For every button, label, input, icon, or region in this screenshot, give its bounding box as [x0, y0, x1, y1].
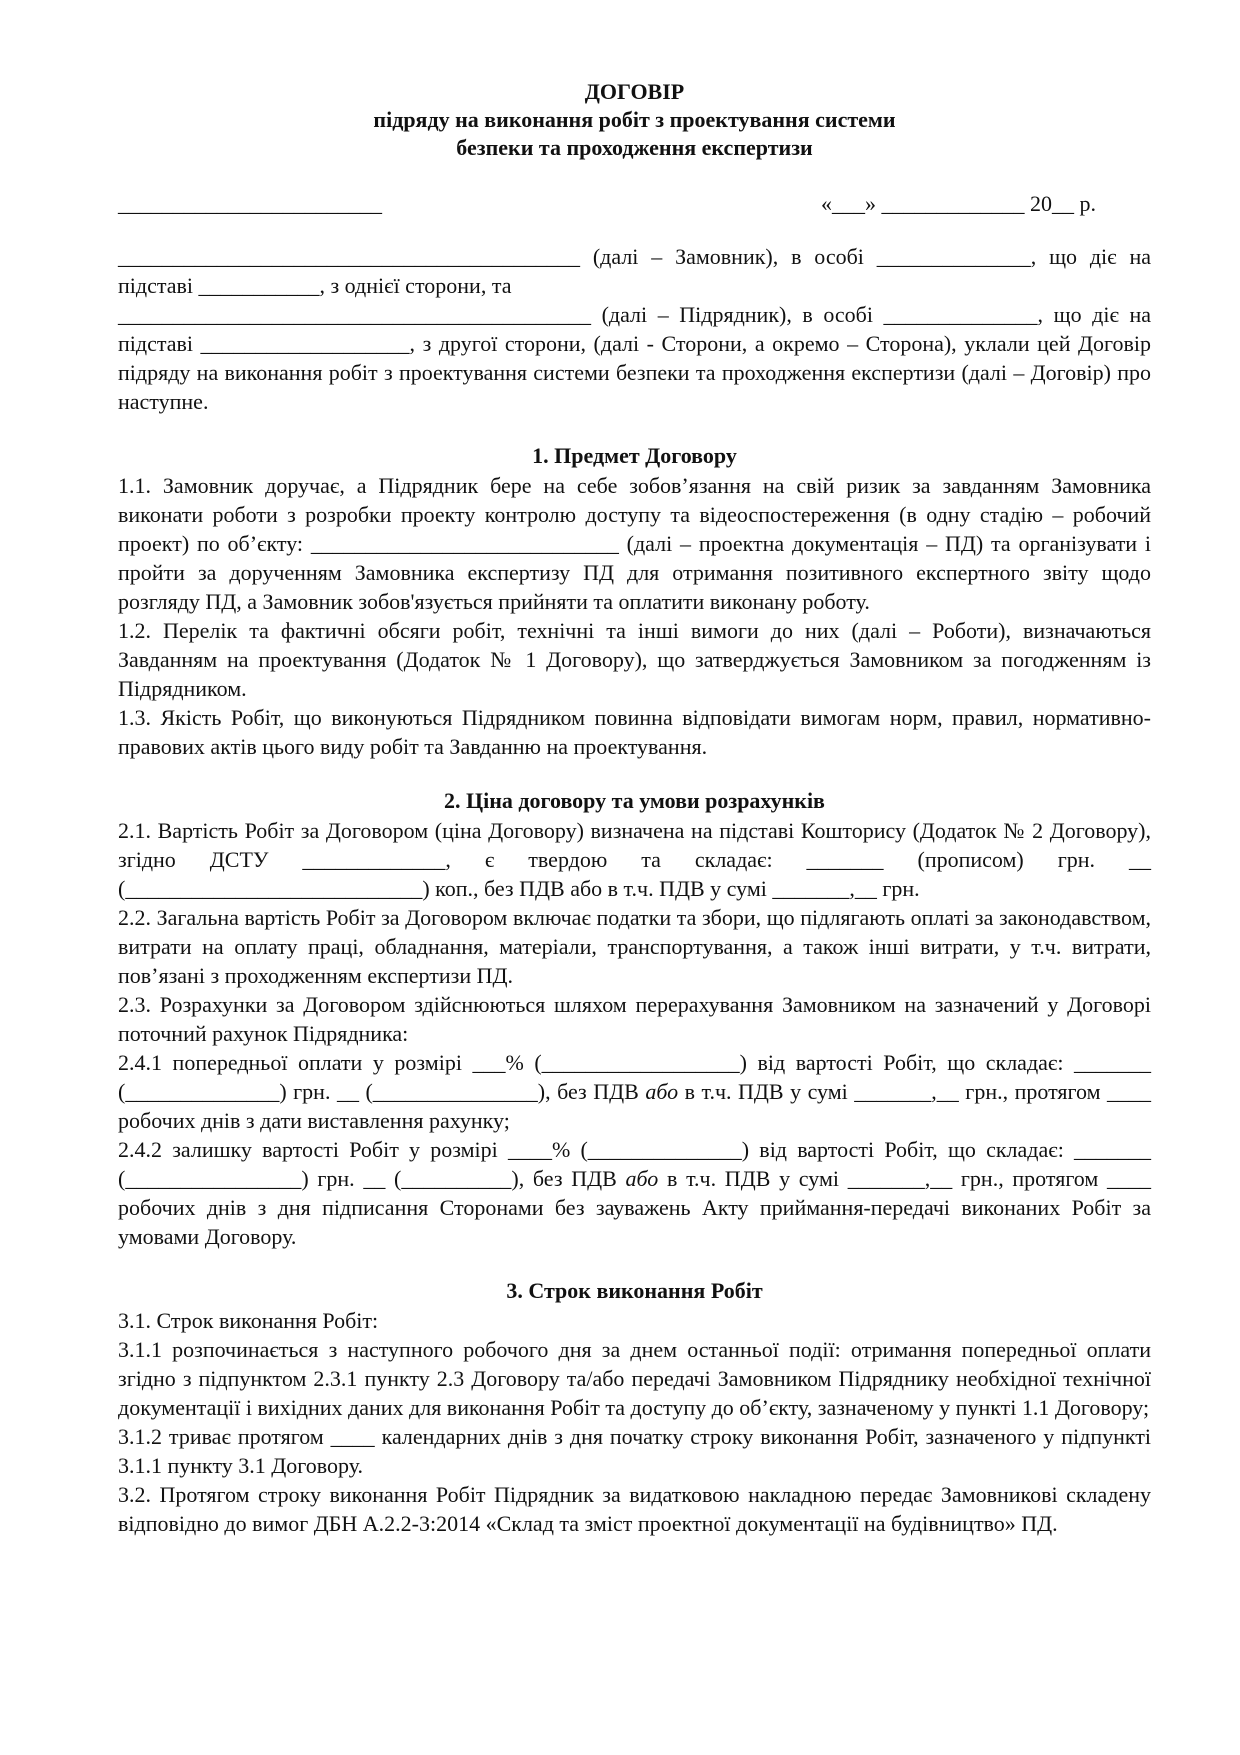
- title-subtitle-2: безпеки та проходження експертизи: [456, 135, 813, 160]
- or-italic-word: або: [645, 1079, 679, 1104]
- clause-paragraph: 2.4.2 залишку вартості Робіт у розмірі ____% (______________) від вартості Робіт, що складає: _______ (________________) грн. __ (__________), без ПДВ або в т.ч. ПДВ у сумі _______,__ грн., протягом ____ робочих днів з дня підписання Сторонами без зауважень Акту приймання-передачі виконаних Робіт за умовами Договору.: [118, 1137, 1152, 1249]
- clause-paragraph: 1.2. Перелік та фактичні обсяги робіт, технічні та інші вимоги до них (далі – Роботи), визначаються Завданням на проектування (Додаток № 1 Договору), що затверджується Замовником за погодженням із Підрядником.: [118, 618, 1151, 701]
- clause-paragraph: 3.1. Строк виконання Робіт:: [118, 1308, 379, 1333]
- contract-page: [118, 78, 1151, 1538]
- clause-paragraph: 2.3. Розрахунки за Договором здійснюються шляхом перерахування Замовником на зазначений у Договорі поточний рахунок Підрядника:: [118, 992, 1151, 1046]
- place-date-line: [118, 189, 1151, 219]
- intro-paragraph: __________________________________________ (далі – Замовник), в особі ______________, що діє на підставі ___________, з однієї сторони, та: [118, 244, 1151, 298]
- intro-paragraph: ___________________________________________ (далі – Підрядник), в особі ______________, що діє на підставі ___________________, з другої сторони, (далі - Сторони, а окремо – Сторона), уклали цей Договір підряду на виконання робіт з проектування системи безпеки та проходження експертизи (далі – Договір) про наступне.: [118, 302, 1151, 414]
- document-title: [118, 78, 1151, 162]
- parties-intro: [118, 242, 1151, 416]
- date-field: «___» _____________ 20__ р.: [821, 191, 1096, 216]
- title-subtitle-1: підряду на виконання робіт з проектування системи: [373, 107, 896, 132]
- clause-paragraph: 2.4.1 попередньої оплати у розмірі ___% (__________________) від вартості Робіт, що складає: _______ (______________) грн. __ (_______________), без ПДВ або в т.ч. ПДВ у сумі _______,__ грн., протягом ____ робочих днів з дати виставлення рахунку;: [118, 1050, 1152, 1133]
- or-italic-word: або: [625, 1166, 659, 1191]
- clause-paragraph: 1.1. Замовник доручає, а Підрядник бере на себе зобов’язання на свій ризик за завданням Замовника виконати роботи з розробки проекту контролю доступу та відеоспостереження (в одну стадію – робочий проект) по об’єкту: ____________________________ (далі – проектна документація – ПД) та організувати і пройти за дорученням Замовника експертизу ПД для отримання позитивного експертного звіту щодо розгляду ПД, а Замовник зобов'язується прийняти та оплатити виконану роботу.: [118, 473, 1151, 614]
- clause-paragraph: 2.1. Вартість Робіт за Договором (ціна Договору) визначена на підставі Кошторису (Додаток № 2 Договору), згідно ДСТУ _____________, є твердою та складає: _______ (прописом) грн. __ (___________________________) коп., без ПДВ або в т.ч. ПДВ у сумі _______,__ грн.: [118, 818, 1151, 901]
- section-heading: 1. Предмет Договору: [532, 443, 737, 468]
- title-main: ДОГОВІР: [584, 79, 685, 104]
- clause-paragraph: 2.2. Загальна вартість Робіт за Договором включає податки та збори, що підлягають оплаті за законодавством, витрати на оплату праці, обладнання, матеріали, транспортування, а також інші витрати, у т.ч. витрати, пов’язані з проходженням експертизи ПД.: [118, 905, 1151, 988]
- clause-paragraph: 3.2. Протягом строку виконання Робіт Підрядник за видатковою накладною передає Замовникові складену відповідно до вимог ДБН А.2.2-3:2014 «Склад та зміст проектної документації на будівництво» ПД.: [118, 1482, 1151, 1536]
- section-heading: 3. Строк виконання Робіт: [506, 1278, 763, 1303]
- place-field: ________________________: [118, 191, 382, 216]
- clause-paragraph: 1.3. Якість Робіт, що виконуються Підрядником повинна відповідати вимогам норм, правил, нормативно-правових актів цього виду робіт та Завданню на проектування.: [118, 705, 1151, 759]
- section-heading: 2. Ціна договору та умови розрахунків: [444, 788, 825, 813]
- clause-paragraph: 3.1.1 розпочинається з наступного робочого дня за днем останньої події: отримання попередньої оплати згідно з підпунктом 2.3.1 пункту 2.3 Договору та/або передачі Замовником Підряднику необхідної технічної документації і вихідних даних для виконання Робіт та доступу до об’єкту, зазначеному у пункті 1.1 Договору;: [118, 1337, 1151, 1420]
- clause-paragraph: 3.1.2 триває протягом ____ календарних днів з дня початку строку виконання Робіт, зазначеного у підпункті 3.1.1 пункту 3.1 Договору.: [118, 1424, 1151, 1478]
